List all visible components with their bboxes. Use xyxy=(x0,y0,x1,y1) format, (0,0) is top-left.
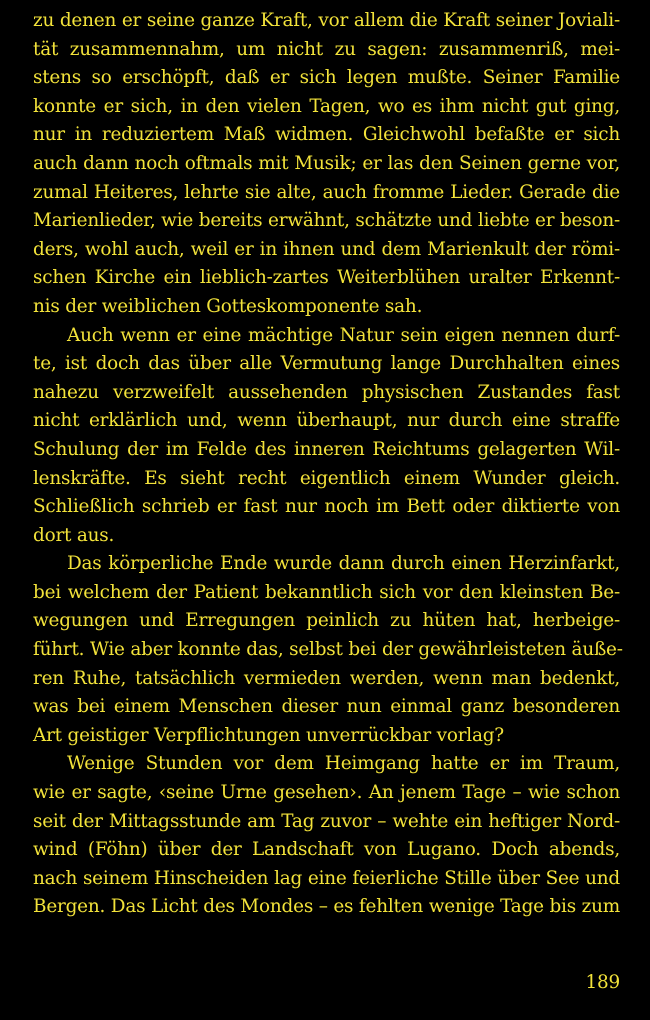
text-line: Das körperliche Ende wurde dann durch einen Herzinfarkt, xyxy=(67,553,620,575)
text-line: Bergen. Das Licht des Mondes – es fehlten wenige Tage bis zum xyxy=(33,896,620,918)
text-line: te, ist doch das über alle Vermutung lange Durchhalten eines xyxy=(33,353,620,375)
text-line: zu denen er seine ganze Kraft, vor allem die Kraft seiner Joviali- xyxy=(33,10,620,31)
text-line: ders, wohl auch, weil er in ihnen und dem Marienkult der römi- xyxy=(33,238,620,260)
text-line: schen Kirche ein lieblich-zartes Weiterblühen uralter Erkennt- xyxy=(33,267,620,289)
text-line: lenskräfte. Es sieht recht eigentlich einem Wunder gleich. xyxy=(33,467,620,489)
text-line: zumal Heiteres, lehrte sie alte, auch fromme Lieder. Gerade die xyxy=(33,181,620,203)
text-line: seit der Mittagsstunde am Tag zuvor – wehte ein heftiger Nord- xyxy=(33,810,620,832)
text-line: konnte er sich, in den vielen Tagen, wo es ihm nicht gut ging, xyxy=(33,95,620,117)
text-line: nahezu verzweifelt aussehenden physischen Zustandes fast xyxy=(33,381,620,403)
body-text xyxy=(33,7,623,922)
text-line: nur in reduziertem Maß widmen. Gleichwohl befaßte er sich xyxy=(33,124,620,146)
text-line: was bei einem Menschen dieser nun einmal ganz besonderen xyxy=(33,696,620,718)
text-line: Schließlich schrieb er fast nur noch im Bett oder diktierte von xyxy=(33,496,620,518)
page-number: 189 xyxy=(585,972,620,993)
text-line: Wenige Stunden vor dem Heimgang hatte er im Traum, xyxy=(67,753,620,775)
text-line: Schulung der im Felde des inneren Reichtums gelagerten Wil- xyxy=(33,438,620,460)
text-line: Marienlieder, wie bereits erwähnt, schätzte und liebte er beson- xyxy=(33,210,620,232)
text-line: nicht erklärlich und, wenn überhaupt, nur durch eine straffe xyxy=(33,410,620,432)
text-line: Auch wenn er eine mächtige Natur sein eigen nennen durf- xyxy=(67,324,620,346)
text-line: nis der weiblichen Gotteskomponente sah. xyxy=(33,295,423,317)
text-line: nach seinem Hinscheiden lag eine feierliche Stille über See und xyxy=(33,867,620,889)
text-line: bei welchem der Patient bekanntlich sich vor den kleinsten Be- xyxy=(33,581,620,603)
text-line: wegungen und Erregungen peinlich zu hüten hat, herbeige- xyxy=(33,610,620,632)
text-line: tät zusammennahm, um nicht zu sagen: zusammenriß, mei- xyxy=(33,38,620,60)
text-line: führt. Wie aber konnte das, selbst bei der gewährleisteten äuße- xyxy=(33,639,623,661)
text-line: auch dann noch oftmals mit Musik; er las den Seinen gerne vor, xyxy=(33,152,620,174)
text-line: Art geistiger Verpflichtungen unverrückbar vorlag? xyxy=(33,724,504,746)
text-line: ren Ruhe, tatsächlich vermieden werden, wenn man bedenkt, xyxy=(33,667,620,689)
text-line: stens so erschöpft, daß er sich legen mußte. Seiner Familie xyxy=(33,67,620,89)
text-line: wie er sagte, ‹seine Urne gesehen›. An jenem Tage – wie schon xyxy=(33,782,620,804)
text-line: wind (Föhn) über der Landschaft von Lugano. Doch abends, xyxy=(33,839,620,861)
text-line: dort aus. xyxy=(33,524,115,546)
